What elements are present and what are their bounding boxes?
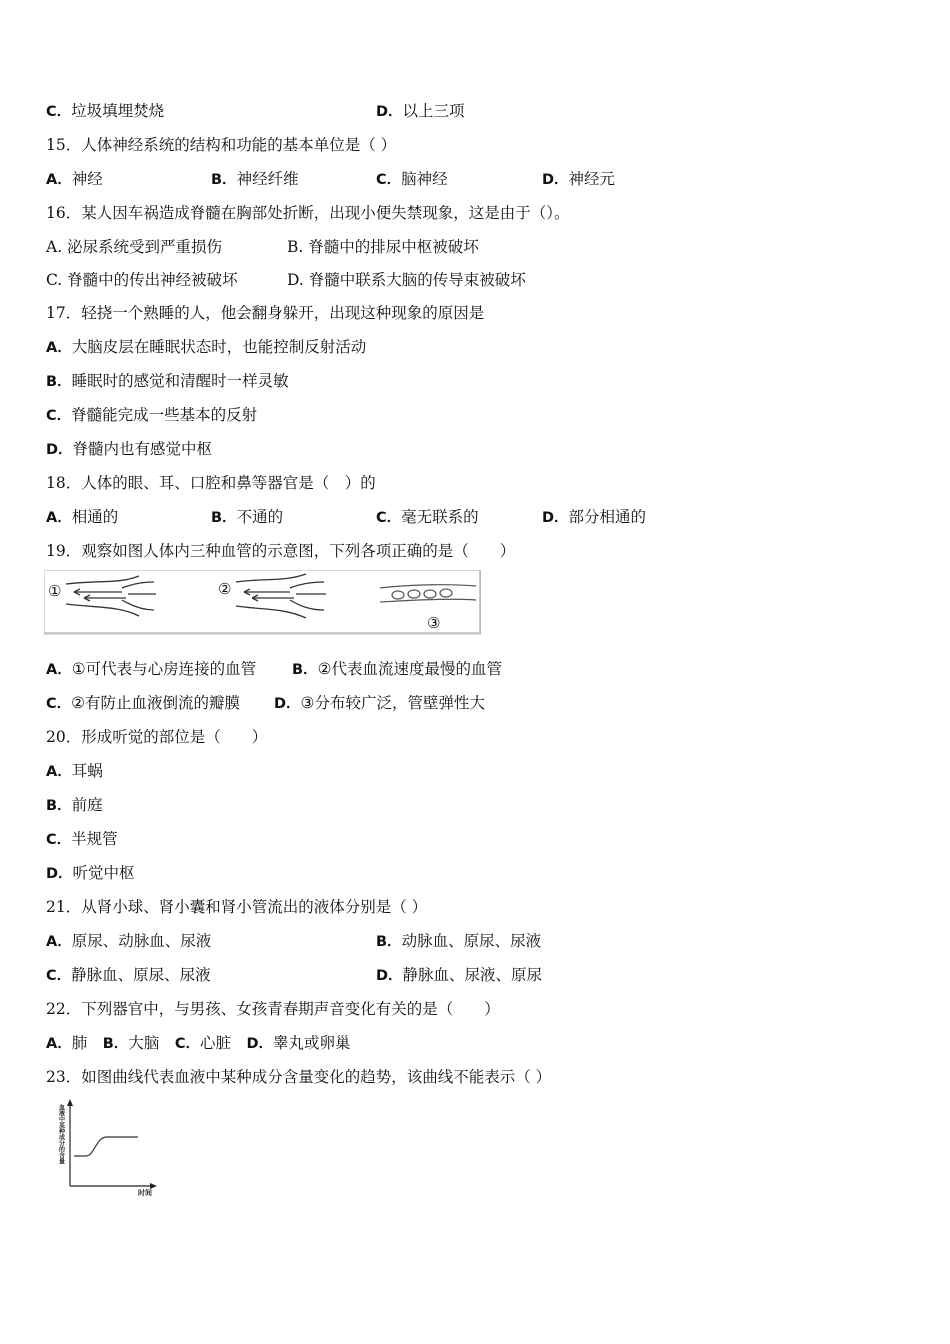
q17-option-b-text: 睡眠时的感觉和清醒时一样灵敏: [71, 372, 289, 390]
q19-option-d: [274, 693, 485, 714]
q17-option-a: [46, 337, 366, 358]
q21-stem: 21．从肾小球、肾小囊和肾小管流出的液体分别是（ ）: [46, 898, 428, 916]
q17-option-d-letter: D．: [46, 442, 73, 458]
blood-component-curve-figure: [56, 1098, 162, 1198]
q15-option-b-letter: B．: [211, 172, 237, 188]
q20-option-d: [46, 863, 135, 884]
vessel-3-label: ③: [427, 614, 441, 632]
vessel-2-diagram: [236, 574, 326, 618]
q18-option-d-text: 部分相通的: [568, 508, 647, 526]
q17-option-c: [46, 405, 257, 426]
q17-option-b-letter: B．: [46, 374, 72, 390]
q22-option-a-letter: A．: [46, 1036, 72, 1052]
q21-option-a: [46, 931, 211, 952]
q20-option-c: [46, 829, 118, 850]
q19-option-b-letter: B．: [292, 662, 318, 678]
q20-option-a: [46, 761, 103, 782]
q19-option-c: [46, 693, 240, 714]
q21-option-c: [46, 965, 211, 986]
q16-option-b: B. 脊髓中的排尿中枢被破坏: [287, 238, 479, 256]
vessel-1-label: ①: [48, 582, 62, 600]
q18-option-b-letter: B．: [211, 510, 237, 526]
q15-option-a-letter: A．: [46, 172, 72, 188]
q17-option-c-text: 脊髓能完成一些基本的反射: [71, 406, 258, 424]
q18-option-d: [542, 507, 646, 528]
q19-stem: 19．观察如图人体内三种血管的示意图，下列各项正确的是（ ）: [46, 542, 516, 560]
q22-option-c-text: 心脏: [199, 1034, 231, 1052]
q21-option-d-text: 静脉血、尿液、原尿: [402, 966, 543, 984]
q22-option-d-text: 睾丸或卵巢: [273, 1034, 351, 1052]
q19-option-a-text: ①可代表与心房连接的血管: [71, 660, 257, 678]
q16-option-d: D. 脊髓中联系大脑的传导束被破坏: [287, 271, 526, 289]
q15-stem: 15．人体神经系统的结构和功能的基本单位是（ ）: [46, 136, 397, 154]
q20-option-b-text: 前庭: [71, 796, 103, 814]
q17-option-b: [46, 371, 289, 392]
q22-option-b-letter: B．: [102, 1036, 129, 1052]
q20-stem: 20．形成听觉的部位是（ ）: [46, 728, 268, 746]
q18-stem: 18．人体的眼、耳、口腔和鼻等器官是（ ）的: [46, 474, 376, 492]
q19-option-c-letter: C．: [46, 696, 72, 712]
q22-option-c-letter: C．: [174, 1036, 200, 1052]
q17-option-d: [46, 439, 212, 460]
q18-option-c-text: 毫无联系的: [401, 508, 479, 526]
q18-option-c: [376, 507, 479, 528]
q23-stem: 23．如图曲线代表血液中某种成分含量变化的趋势，该曲线不能表示（ ）: [46, 1068, 552, 1086]
q19-option-b-text: ②代表血流速度最慢的血管: [317, 660, 502, 678]
q18-option-a-letter: A．: [46, 510, 72, 526]
q15-option-d-text: 神经元: [568, 170, 616, 188]
q16-option-a: A. 泌尿系统受到严重损伤: [46, 238, 223, 256]
vessel-1-diagram: [66, 576, 156, 616]
q19-option-d-text: ③分布较广泛，管壁弹性大: [300, 694, 485, 712]
trend-curve: [74, 1137, 138, 1156]
q20-option-a-text: 耳蜗: [71, 762, 103, 780]
q21-option-b: [376, 931, 541, 952]
q21-option-d: [376, 965, 542, 986]
q19-option-c-text: ②有防止血液倒流的瓣膜: [71, 694, 241, 712]
q17-option-d-text: 脊髓内也有感觉中枢: [72, 440, 213, 458]
q14-option-c-letter: C．: [46, 104, 72, 120]
vessel-3-diagram: [380, 585, 476, 602]
q14-option-c: [46, 101, 164, 122]
q14-option-d-letter: D．: [376, 104, 403, 120]
q16-stem: 16．某人因车祸造成脊髓在胸部处折断，出现小便失禁现象，这是由于（）。: [46, 204, 570, 222]
q15-option-b-text: 神经纤维: [236, 170, 299, 188]
q15-option-c-text: 脑神经: [401, 170, 448, 188]
q20-option-b-letter: B．: [46, 798, 72, 814]
q17-option-c-letter: C．: [46, 408, 72, 424]
q21-option-c-text: 静脉血、原尿、尿液: [71, 966, 211, 984]
q22-options: [46, 1033, 351, 1054]
q19-option-a: [46, 659, 256, 680]
q20-option-a-letter: A．: [46, 764, 72, 780]
q18-option-d-letter: D．: [542, 510, 569, 526]
q20-option-b: [46, 795, 103, 816]
q14-option-c-text: 垃圾填埋焚烧: [71, 102, 165, 120]
q18-option-a-text: 相通的: [71, 508, 119, 526]
q19-option-a-letter: A．: [46, 662, 72, 678]
q19-option-d-letter: D．: [274, 696, 301, 712]
graph-y-label: 血液中某种成分的含量: [57, 1104, 65, 1164]
q21-option-a-text: 原尿、动脉血、尿液: [71, 932, 212, 950]
y-axis-arrow: [67, 1099, 73, 1106]
q17-stem: 17．轻挠一个熟睡的人，他会翻身躲开，出现这种现象的原因是: [46, 304, 485, 322]
q14-option-d-text: 以上三项: [402, 102, 465, 120]
q15-option-d-letter: D．: [542, 172, 569, 188]
q19-option-b: [292, 659, 502, 680]
q20-option-c-letter: C．: [46, 832, 72, 848]
vessel-2-label: ②: [218, 580, 232, 598]
q18-option-c-letter: C．: [376, 510, 402, 526]
q21-option-c-letter: C．: [46, 968, 72, 984]
q15-option-a-text: 神经: [71, 170, 103, 188]
blood-vessels-figure: [44, 570, 484, 636]
q20-option-c-text: 半规管: [71, 830, 118, 848]
q20-option-d-letter: D．: [46, 866, 73, 882]
q17-option-a-text: 大脑皮层在睡眠状态时，也能控制反射活动: [71, 338, 367, 356]
q21-option-b-text: 动脉血、原尿、尿液: [401, 932, 542, 950]
q21-option-b-letter: B．: [376, 934, 402, 950]
q15-option-d: [542, 169, 615, 190]
q21-option-a-letter: A．: [46, 934, 72, 950]
q21-option-d-letter: D．: [376, 968, 403, 984]
q22-option-b-text: 大脑: [128, 1034, 160, 1052]
q17-option-a-letter: A．: [46, 340, 72, 356]
q18-option-b-text: 不通的: [236, 508, 284, 526]
q18-option-b: [211, 507, 283, 528]
q16-option-c: C. 脊髓中的传出神经被破坏: [46, 271, 238, 289]
q22-stem: 22．下列器官中，与男孩、女孩青春期声音变化有关的是（ ）: [46, 1000, 500, 1018]
q20-option-d-text: 听觉中枢: [72, 864, 135, 882]
q15-option-c: [376, 169, 448, 190]
q15-option-a: [46, 169, 103, 190]
q22-option-a-text: 肺: [71, 1034, 88, 1052]
q14-option-d: [376, 101, 465, 122]
graph-x-label: 时间: [138, 1189, 152, 1197]
q22-option-d-letter: D．: [246, 1036, 274, 1052]
q15-option-c-letter: C．: [376, 172, 402, 188]
q18-option-a: [46, 507, 118, 528]
q15-option-b: [211, 169, 299, 190]
